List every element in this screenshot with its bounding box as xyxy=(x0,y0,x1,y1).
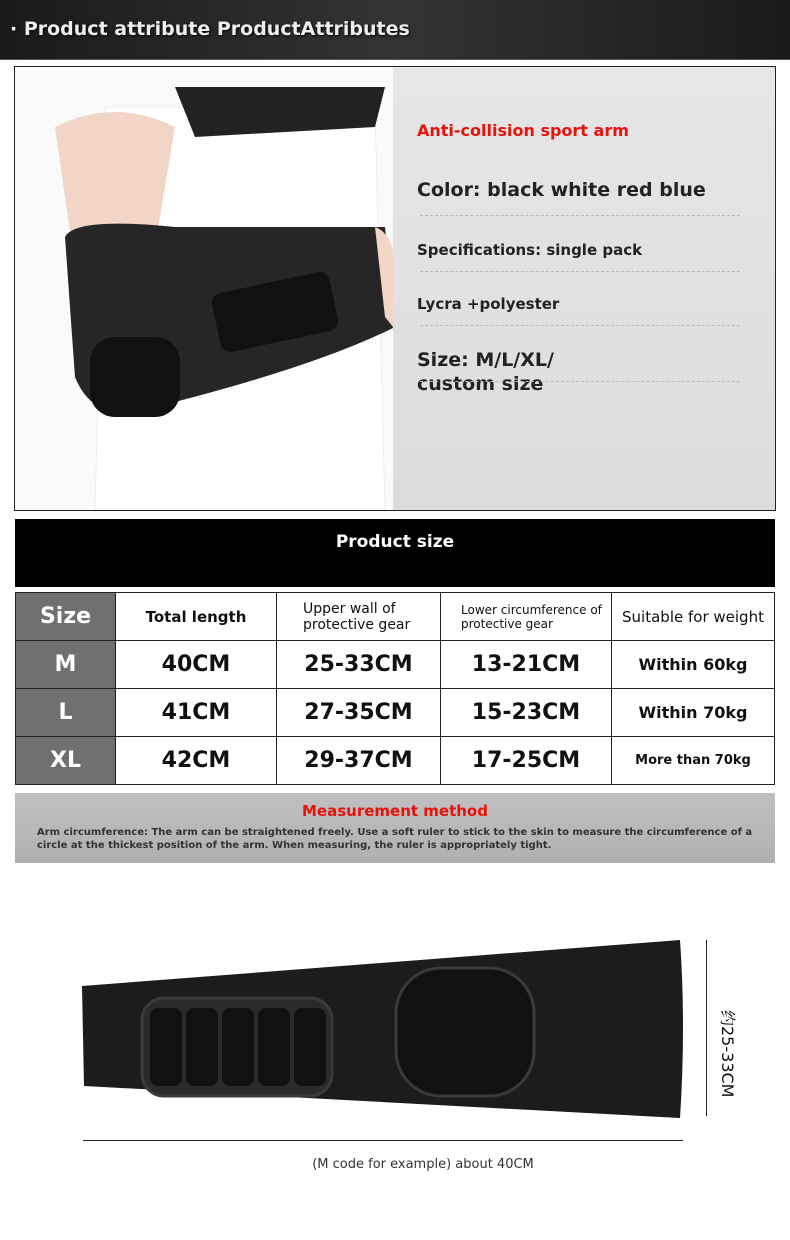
cell-size: XL xyxy=(16,737,116,785)
cell-weight: Within 60kg xyxy=(612,641,775,689)
arm-sleeve-photo-icon xyxy=(15,67,393,510)
sleeve-diagram-icon xyxy=(80,936,690,1122)
cell-lower: 15-23CM xyxy=(441,689,612,737)
cell-size: M xyxy=(16,641,116,689)
cell-upper: 27-35CM xyxy=(277,689,441,737)
attr-size: Size: M/L/XL/ xyxy=(417,349,554,371)
cell-upper: 25-33CM xyxy=(277,641,441,689)
attr-size-2: custom size xyxy=(417,373,544,395)
header-cell: Size xyxy=(16,593,116,641)
table-row xyxy=(16,641,775,689)
length-caption: (M code for example) about 40CM xyxy=(312,1157,534,1172)
cell-weight: More than 70kg xyxy=(612,737,775,785)
section-title: · Product attribute ProductAttributes xyxy=(10,18,410,40)
product-name: Anti-collision sport arm xyxy=(417,121,629,140)
product-photo xyxy=(15,67,393,510)
divider xyxy=(420,271,740,272)
circumference-line xyxy=(706,940,707,1116)
product-size-banner xyxy=(15,519,775,587)
size-table xyxy=(15,592,775,785)
header-cell: Lower circumference of protective gear xyxy=(441,593,612,641)
cell-weight: Within 70kg xyxy=(612,689,775,737)
measurement-text: Arm circumference: The arm can be straightened freely. Use a soft ruler to stick to the skin to measure the circumference of a circle at the thickest position of the arm. When measuring, the ruler is appropriately tight. xyxy=(37,827,753,851)
table-row xyxy=(16,689,775,737)
cell-size: L xyxy=(16,689,116,737)
section-header xyxy=(0,0,790,60)
cell-length: 42CM xyxy=(116,737,277,785)
divider xyxy=(420,381,740,382)
table-header-row xyxy=(16,593,775,641)
measurement-title: Measurement method xyxy=(302,802,488,820)
header-cell: Suitable for weight xyxy=(612,593,775,641)
divider xyxy=(420,215,740,216)
measurement-panel xyxy=(15,793,775,863)
divider xyxy=(420,325,740,326)
cell-lower: 13-21CM xyxy=(441,641,612,689)
cell-length: 41CM xyxy=(116,689,277,737)
cell-lower: 17-25CM xyxy=(441,737,612,785)
attr-color: Color: black white red blue xyxy=(417,179,706,201)
cell-length: 40CM xyxy=(116,641,277,689)
header-cell: Total length xyxy=(116,593,277,641)
attr-spec: Specifications: single pack xyxy=(417,241,643,259)
table-row xyxy=(16,737,775,785)
attribute-list xyxy=(393,67,775,510)
cell-upper: 29-37CM xyxy=(277,737,441,785)
length-line xyxy=(83,1140,683,1141)
product-size-title: Product size xyxy=(335,532,455,552)
attr-material: Lycra +polyester xyxy=(417,295,560,313)
attributes-panel xyxy=(14,66,776,511)
circumference-label: 约25-33CM xyxy=(718,1010,737,1098)
header-cell: Upper wall of protective gear xyxy=(277,593,441,641)
